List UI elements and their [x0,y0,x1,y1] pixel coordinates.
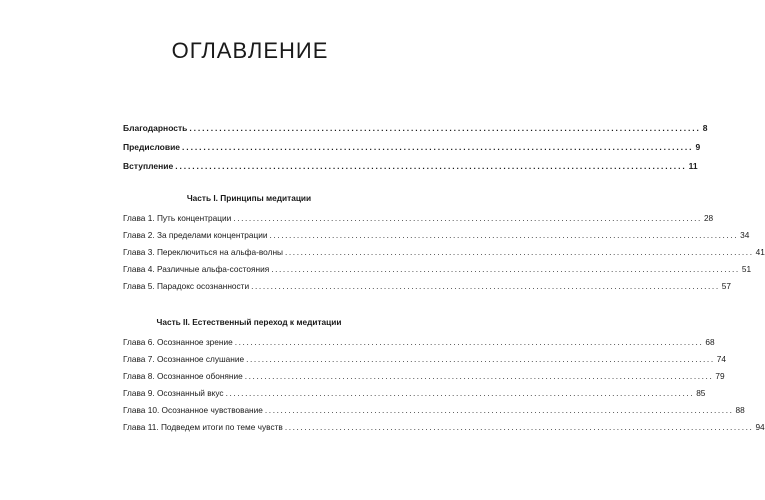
entry-label: Вступление [123,161,174,171]
leader-dots: ........................................................................................................................ [189,123,701,133]
entry-page: 85 [696,388,706,398]
toc-entry[interactable] [123,230,750,240]
toc-entry[interactable] [123,264,752,274]
leader-dots: ........................................................................................................................ [182,142,694,152]
entry-page: 68 [705,337,715,347]
entry-page: 79 [715,371,725,381]
leader-dots: ........................................................................................................................ [251,281,720,291]
toc-entry[interactable] [123,354,726,364]
entry-label: Глава 1. Путь концентрации [123,213,232,223]
entry-label: Глава 9. Осознанный вкус [123,388,224,398]
leader-dots: ........................................................................................................................ [225,388,695,398]
part-heading: Часть II. Естественный переход к медитации [156,317,342,327]
toc-entry[interactable] [123,213,714,223]
entry-label: Глава 6. Осознанное зрение [123,337,233,347]
leader-dots: ........................................................................................................................ [284,422,754,432]
entry-page: 28 [703,213,714,223]
leader-dots: ........................................................................................................................ [271,264,740,274]
leader-dots: ........................................................................................................................ [269,230,739,240]
leader-dots: ........................................................................................................................ [285,247,754,257]
page-title: ОГЛАВЛЕНИЕ [171,38,329,63]
entry-label: Глава 3. Переключиться на альфа-волны [123,247,283,257]
entry-page: 51 [741,264,752,274]
toc-entry[interactable] [123,123,708,133]
toc-entry[interactable] [123,422,765,432]
leader-dots: ........................................................................................................................ [175,161,687,171]
leader-dots: ........................................................................................................................ [244,371,714,381]
entry-page: 34 [740,230,750,240]
entry-label: Глава 4. Различные альфа-состояния [123,264,270,274]
toc-entry[interactable] [123,388,706,398]
entry-label: Предисловие [123,142,181,152]
entry-page: 74 [716,354,726,364]
entry-page: 88 [735,405,745,415]
leader-dots: ........................................................................................................................ [233,213,702,223]
toc-entry[interactable] [123,371,725,381]
entry-label: Глава 8. Осознанное обоняние [123,371,243,381]
entry-page: 9 [695,142,701,152]
toc-entry[interactable] [123,337,715,347]
entry-label: Глава 2. За пределами концентрации [123,230,268,240]
entry-label: Глава 11. Подведем итоги по теме чувств [123,422,283,432]
entry-page: 11 [688,161,698,171]
leader-dots: ........................................................................................................................ [234,337,704,347]
toc-entry[interactable] [123,281,731,291]
toc-entry[interactable] [123,247,765,257]
entry-label: Глава 10. Осознанное чувствование [123,405,263,415]
toc-entry[interactable] [123,405,745,415]
entry-page: 57 [721,281,731,291]
part-heading: Часть I. Принципы медитации [186,193,312,203]
entry-label: Благодарность [123,123,188,133]
toc-entry[interactable] [123,142,701,152]
part-1-section [123,193,765,298]
entry-label: Глава 7. Осознанное слушание [123,354,245,364]
entry-page: 94 [755,422,765,432]
front-matter-list [123,123,708,180]
toc-entry[interactable] [123,161,698,171]
entry-page: 8 [702,123,708,133]
entry-page: 41 [755,247,765,257]
leader-dots: ........................................................................................................................ [264,405,734,415]
entry-label: Глава 5. Парадокс осознанности [123,281,250,291]
leader-dots: ........................................................................................................................ [246,354,715,364]
part-2-section [123,317,765,439]
